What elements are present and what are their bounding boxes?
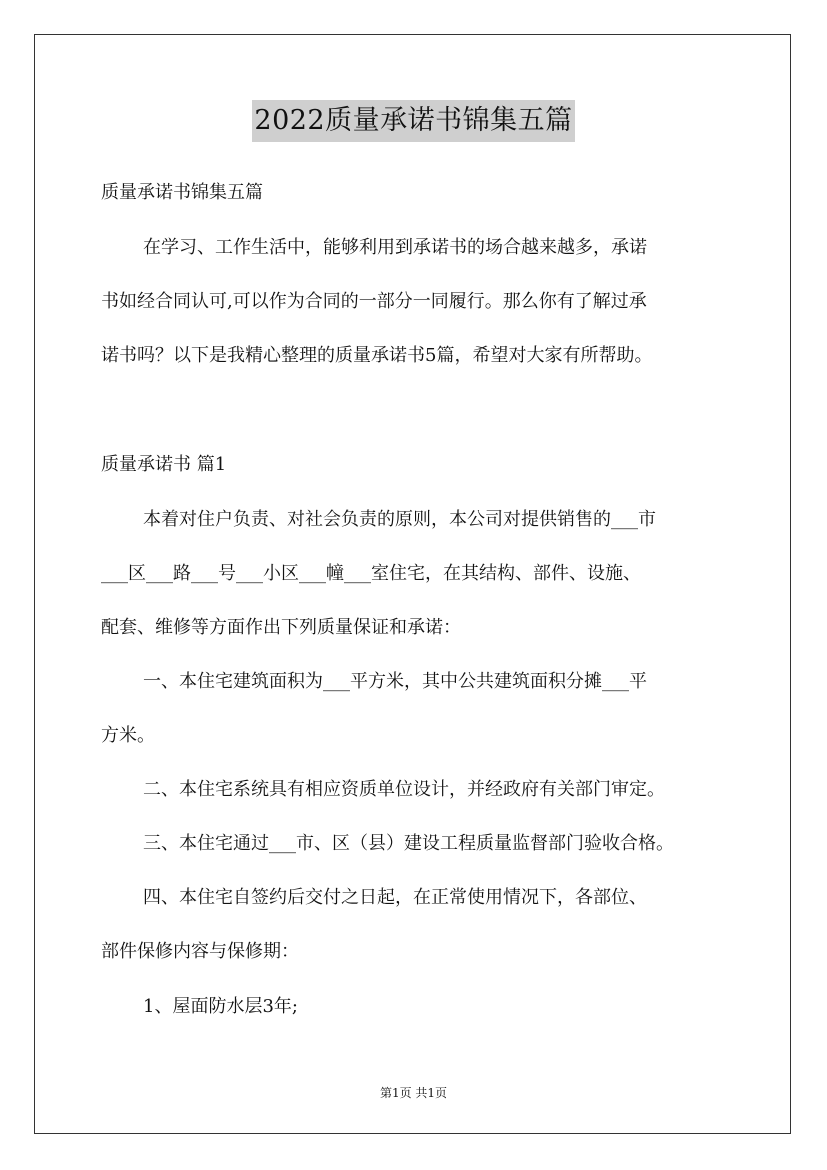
body-line-8: 四、本住宅自签约后交付之日起，在正常使用情况下，各部位、	[143, 887, 647, 908]
body-line-6: 二、本住宅系统具有相应资质单位设计，并经政府有关部门审定。	[143, 779, 665, 800]
title-container	[0, 100, 827, 142]
section-heading: 质量承诺书 篇1	[101, 454, 227, 475]
intro-line-3: 诺书吗？以下是我精心整理的质量承诺书5篇，希望对大家有所帮助。	[101, 345, 653, 366]
body-line-3: 配套、维修等方面作出下列质量保证和承诺：	[101, 617, 461, 638]
body-line-1: 本着对住户负责、对社会负责的原则，本公司对提供销售的___市	[143, 509, 656, 530]
body-line-4: 一、本住宅建筑面积为___平方米，其中公共建筑面积分摊___平	[143, 671, 647, 692]
body-line-9: 部件保修内容与保修期：	[101, 941, 299, 962]
page-footer: 第1页 共1页	[379, 1086, 448, 1100]
intro-line-2: 书如经合同认可,可以作为合同的一部分一同履行。那么你有了解过承	[101, 291, 647, 312]
body-line-7: 三、本住宅通过___市、区（县）建设工程质量监督部门验收合格。	[143, 833, 674, 854]
body-line-5: 方米。	[101, 725, 155, 746]
document-title: 2022质量承诺书锦集五篇	[252, 100, 574, 142]
intro-line-1: 在学习、工作生活中，能够利用到承诺书的场合越来越多，承诺	[143, 237, 647, 258]
body-line-2: ___区___路___号___小区___幢___室住宅，在其结构、部件、设施、	[101, 563, 641, 584]
document-subtitle: 质量承诺书锦集五篇	[101, 182, 263, 203]
body-line-10: 1、屋面防水层3年;	[143, 996, 298, 1017]
